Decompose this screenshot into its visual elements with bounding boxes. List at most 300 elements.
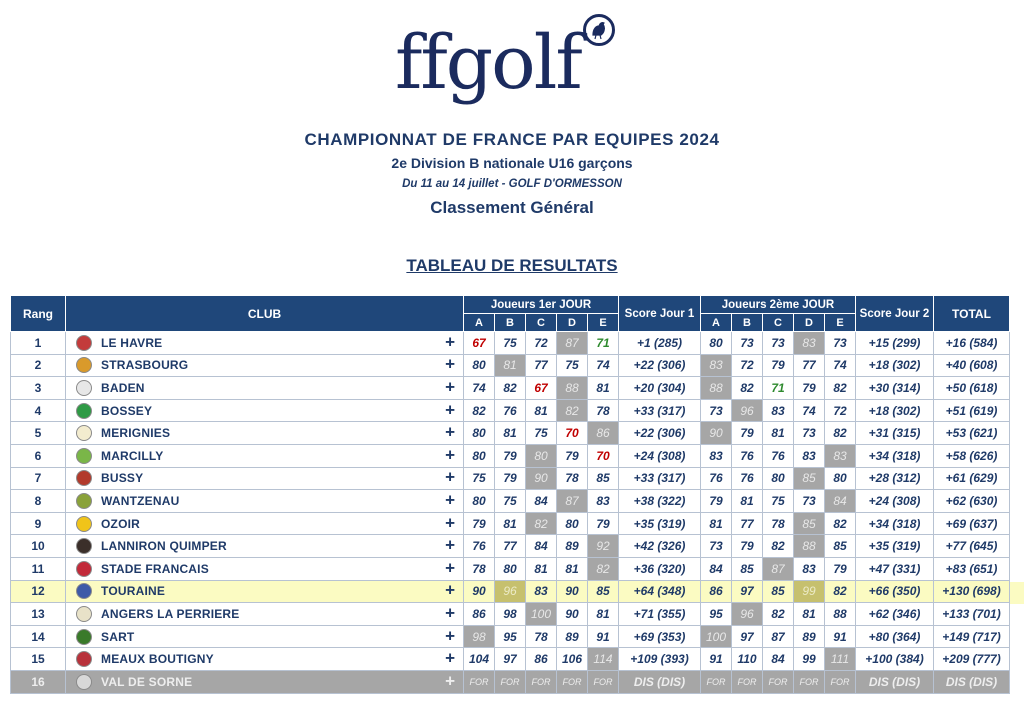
club-cell [66,444,464,467]
club-name: BUSSY [101,471,144,486]
day1-player-a-score: FOR [464,670,495,693]
day1-player-c-score: 81 [526,557,557,580]
day1-score-cell [619,422,701,445]
day1-score-total: (DIS) [657,674,686,689]
total-over-par: +149 [942,629,970,644]
day1-score-cell [619,648,701,671]
day1-player-c-score: 83 [526,580,557,603]
total-score-cell [934,648,1010,671]
day1-player-e-score: 92 [588,535,619,558]
day2-score-total: (302) [892,403,921,418]
results-body [11,332,1010,694]
day1-score-total: (393) [660,652,689,667]
day1-score-cell [619,354,701,377]
day1-player-c-score: 78 [526,625,557,648]
day1-score-over-par: +42 [633,539,654,554]
header-club: CLUB [66,296,464,332]
total-strokes: (698) [972,584,1001,599]
day2-score-cell [856,399,934,422]
expand-row-button[interactable]: + [445,580,455,600]
ranking-title: Classement Général [430,198,594,217]
event-dates: Du 11 au 14 juillet - GOLF D'ORMESSON [402,178,622,190]
total-score-cell [934,332,1010,355]
day1-player-a-score: 98 [464,625,495,648]
day2-score-cell [856,603,934,626]
day2-player-e-score: 79 [825,557,856,580]
day2-player-b-score: 76 [732,467,763,490]
expand-row-button[interactable]: + [445,558,455,578]
club-cell [66,399,464,422]
day2-score-cell [856,444,934,467]
day2-player-c-score: 81 [763,422,794,445]
header-day1-players: Joueurs 1er JOUR [464,296,619,314]
day1-player-d-score: 78 [557,467,588,490]
expand-row-button[interactable]: + [445,332,455,352]
day2-player-a-score: 95 [701,603,732,626]
expand-row-button[interactable]: + [445,377,455,397]
expand-row-button[interactable]: + [445,535,455,555]
day2-player-c-score: 82 [763,603,794,626]
total-strokes: (637) [969,516,998,531]
day1-player-e-score: 85 [588,580,619,603]
total-over-par: +16 [945,335,966,350]
day2-player-a-score: FOR [701,670,732,693]
day1-player-d-score: 82 [557,399,588,422]
day1-score-total: (317) [657,471,686,486]
day1-player-a-score: 90 [464,580,495,603]
day2-player-e-score: 85 [825,535,856,558]
day1-player-e-score: 86 [588,422,619,445]
day2-player-c-score: FOR [763,670,794,693]
day2-score-cell [856,490,934,513]
day2-player-b-score: 77 [732,512,763,535]
day2-player-e-score: 74 [825,354,856,377]
day1-player-c-score: 81 [526,399,557,422]
day2-player-a-score: 100 [701,625,732,648]
day1-score-cell [619,377,701,400]
total-score-cell [934,535,1010,558]
day2-player-a-score: 86 [701,580,732,603]
club-logo-icon [76,335,92,351]
club-cell [66,557,464,580]
day2-player-c-score: 85 [763,580,794,603]
day2-score-over-par: +35 [868,539,889,554]
day1-score-over-par: +69 [633,629,654,644]
day2-player-c-score: 87 [763,625,794,648]
day1-score-total: (319) [657,516,686,531]
ffgolf-logo [395,10,625,110]
day2-player-d-score: 83 [794,557,825,580]
day2-score-over-par: +18 [868,403,889,418]
total-over-par: +53 [945,426,966,441]
day2-player-a-score: 83 [701,444,732,467]
day1-score-over-par: +36 [633,561,654,576]
day1-player-e-score: 85 [588,467,619,490]
day2-score-total: (DIS) [892,674,921,689]
table-row [11,377,1010,400]
day2-score-cell [856,377,934,400]
total-over-par: +133 [942,606,970,621]
day2-player-d-score: 81 [794,603,825,626]
day1-player-e-score: 74 [588,354,619,377]
logo-wordmark: ffgolf [395,20,581,106]
table-row [11,580,1010,603]
table-row [11,670,1010,693]
day1-player-b-score: 97 [495,648,526,671]
day2-score-cell [856,625,934,648]
day2-player-c-score: 87 [763,557,794,580]
day2-score-over-par: +66 [868,584,889,599]
expand-row-button[interactable]: + [445,400,455,420]
day1-player-b-score: 75 [495,490,526,513]
day1-score-total: (353) [657,629,686,644]
day1-player-b-score: 96 [495,580,526,603]
total-strokes: (608) [969,358,998,373]
day2-player-a-score: 90 [701,422,732,445]
total-strokes: (584) [969,335,998,350]
header-day1-score: Score Jour 1 [619,296,701,332]
total-score-cell [934,512,1010,535]
day2-player-c-score: 79 [763,354,794,377]
expand-row-button[interactable]: + [445,422,455,442]
day1-player-c-score: 82 [526,512,557,535]
total-score-cell [934,467,1010,490]
day2-score-total: (384) [895,652,924,667]
day2-player-e-score: 83 [825,444,856,467]
rank-cell: 8 [11,490,66,513]
day1-player-e-score: 83 [588,490,619,513]
day1-score-over-par: +64 [633,584,654,599]
expand-row-button[interactable]: + [445,626,455,646]
total-score-cell [934,625,1010,648]
expand-row-button[interactable]: + [445,490,455,510]
day2-score-over-par: +18 [868,358,889,373]
club-cell [66,512,464,535]
day1-player-b-score: 81 [495,354,526,377]
club-logo-icon [76,606,92,622]
total-over-par: +77 [945,539,966,554]
day1-score-total: (320) [657,561,686,576]
total-over-par: +50 [945,380,966,395]
day2-score-over-par: +34 [868,516,889,531]
day2-player-c-score: 75 [763,490,794,513]
day2-score-total: (318) [892,448,921,463]
total-score-cell [934,354,1010,377]
day1-score-over-par: +20 [633,380,654,395]
day1-player-c-score: 77 [526,354,557,377]
day1-score-cell [619,332,701,355]
day1-player-d-score: 106 [557,648,588,671]
day2-score-over-par: +30 [868,380,889,395]
day2-player-c-score: 71 [763,377,794,400]
day2-player-a-score: 80 [701,332,732,355]
day2-score-over-par: +100 [865,652,893,667]
day1-player-a-score: 76 [464,535,495,558]
rank-cell: 9 [11,512,66,535]
total-strokes: (626) [969,448,998,463]
day1-player-d-score: 79 [557,444,588,467]
club-name: MEAUX BOUTIGNY [101,652,214,667]
day1-score-cell [619,557,701,580]
table-row [11,535,1010,558]
total-over-par: DIS [945,674,966,689]
club-logo-icon [76,629,92,645]
header-player-a: A [701,314,732,332]
table-row [11,603,1010,626]
day2-player-d-score: 99 [794,648,825,671]
total-over-par: +83 [945,561,966,576]
header-day2-players: Joueurs 2ème JOUR [701,296,856,314]
total-over-par: +130 [942,584,970,599]
day1-score-total: (306) [657,426,686,441]
total-strokes: (621) [969,426,998,441]
day2-player-e-score: 82 [825,422,856,445]
rank-cell: 4 [11,399,66,422]
expand-row-button[interactable]: + [445,513,455,533]
day2-score-over-par: DIS [868,674,889,689]
header-player-d: D [557,314,588,332]
day1-score-over-par: +22 [633,358,654,373]
club-cell [66,603,464,626]
day1-player-d-score: FOR [557,670,588,693]
day1-player-b-score: 95 [495,625,526,648]
day1-score-over-par: +24 [633,448,654,463]
club-logo-icon [76,651,92,667]
day2-player-e-score: 80 [825,467,856,490]
total-strokes: (651) [969,561,998,576]
day1-score-cell [619,399,701,422]
day1-player-a-score: 86 [464,603,495,626]
day2-score-total: (299) [892,335,921,350]
day1-player-a-score: 74 [464,377,495,400]
total-strokes: (701) [972,606,1001,621]
table-row [11,467,1010,490]
day1-player-a-score: 79 [464,512,495,535]
header-player-c: C [763,314,794,332]
day2-player-a-score: 79 [701,490,732,513]
rank-cell: 13 [11,603,66,626]
club-logo-icon [76,516,92,532]
day2-score-cell [856,580,934,603]
day1-player-d-score: 80 [557,512,588,535]
day2-score-over-par: +34 [868,448,889,463]
total-score-cell [934,670,1010,693]
table-row [11,422,1010,445]
day1-player-c-score: FOR [526,670,557,693]
total-score-cell [934,580,1010,603]
day2-player-a-score: 73 [701,535,732,558]
day2-player-e-score: 88 [825,603,856,626]
day1-score-over-par: +35 [633,516,654,531]
header-total: TOTAL [934,296,1010,332]
rank-cell: 15 [11,648,66,671]
header-player-e: E [825,314,856,332]
day1-player-b-score: 80 [495,557,526,580]
expand-row-button[interactable]: + [445,648,455,668]
expand-row-button[interactable]: + [445,354,455,374]
day1-player-d-score: 87 [557,332,588,355]
club-cell [66,422,464,445]
day1-player-b-score: 81 [495,512,526,535]
day2-player-d-score: 79 [794,377,825,400]
total-score-cell [934,377,1010,400]
table-row [11,512,1010,535]
day1-score-over-par: +71 [633,606,654,621]
header-player-a: A [464,314,495,332]
day2-player-c-score: 83 [763,399,794,422]
day2-player-a-score: 81 [701,512,732,535]
header-day2-score: Score Jour 2 [856,296,934,332]
day1-score-over-par: +109 [630,652,658,667]
day2-player-d-score: 83 [794,332,825,355]
day1-player-a-score: 104 [464,648,495,671]
total-over-par: +51 [945,403,966,418]
day1-score-cell [619,512,701,535]
day1-player-c-score: 90 [526,467,557,490]
club-cell [66,535,464,558]
expand-row-button[interactable]: + [445,671,455,691]
day2-player-b-score: 79 [732,535,763,558]
club-name: ANGERS LA PERRIERE [101,606,240,621]
rank-cell: 12 [11,580,66,603]
day2-score-over-par: +31 [868,426,889,441]
club-logo-icon [76,674,92,690]
day2-score-cell [856,535,934,558]
day1-player-c-score: 67 [526,377,557,400]
table-row [11,399,1010,422]
expand-row-button[interactable]: + [445,445,455,465]
day2-score-cell [856,332,934,355]
club-name: STRASBOURG [101,358,189,373]
row-highlight-band [1008,582,1024,604]
day1-score-cell [619,467,701,490]
day2-player-d-score: 73 [794,422,825,445]
day1-player-a-score: 80 [464,422,495,445]
club-name: VAL DE SORNE [101,674,193,689]
day2-score-total: (314) [892,380,921,395]
total-strokes: (630) [969,493,998,508]
day1-player-b-score: 76 [495,399,526,422]
day2-player-e-score: 72 [825,399,856,422]
club-cell [66,580,464,603]
club-logo-icon [76,493,92,509]
day1-player-a-score: 78 [464,557,495,580]
club-name: TOURAINE [101,584,166,599]
day2-player-c-score: 78 [763,512,794,535]
day2-player-d-score: 77 [794,354,825,377]
day1-score-cell [619,625,701,648]
day1-player-c-score: 84 [526,535,557,558]
day2-score-cell [856,670,934,693]
table-row [11,557,1010,580]
day1-player-a-score: 67 [464,332,495,355]
total-over-par: +62 [945,493,966,508]
header-player-e: E [588,314,619,332]
total-over-par: +61 [945,471,966,486]
club-name: WANTZENAU [101,493,180,508]
club-logo-icon [76,538,92,554]
day2-player-a-score: 73 [701,399,732,422]
day2-score-cell [856,512,934,535]
day1-score-over-par: DIS [633,674,654,689]
day2-score-total: (350) [892,584,921,599]
day2-score-total: (315) [892,426,921,441]
day2-player-d-score: 73 [794,490,825,513]
club-name: SART [101,629,135,644]
day1-player-e-score: 82 [588,557,619,580]
day1-player-e-score: 71 [588,332,619,355]
club-name: BOSSEY [101,403,153,418]
expand-row-button[interactable]: + [445,603,455,623]
day2-player-e-score: 91 [825,625,856,648]
club-name: LANNIRON QUIMPER [101,539,227,554]
rank-cell: 16 [11,670,66,693]
rank-cell: 7 [11,467,66,490]
day2-player-c-score: 82 [763,535,794,558]
day1-score-total: (304) [657,380,686,395]
rank-cell: 3 [11,377,66,400]
day2-player-d-score: 85 [794,512,825,535]
total-strokes: (629) [969,471,998,486]
total-strokes: (717) [972,629,1001,644]
day1-player-c-score: 100 [526,603,557,626]
day1-player-b-score: 77 [495,535,526,558]
day2-player-d-score: 89 [794,625,825,648]
day2-player-a-score: 91 [701,648,732,671]
table-row [11,354,1010,377]
day1-player-a-score: 80 [464,490,495,513]
day2-player-d-score: 99 [794,580,825,603]
day1-score-total: (355) [657,606,686,621]
day1-score-total: (317) [657,403,686,418]
day2-player-e-score: 73 [825,332,856,355]
club-logo-icon [76,403,92,419]
total-strokes: (618) [969,380,998,395]
day2-player-b-score: 110 [732,648,763,671]
day1-player-d-score: 81 [557,557,588,580]
day1-player-e-score: 91 [588,625,619,648]
day2-score-over-par: +62 [868,606,889,621]
table-row [11,332,1010,355]
day1-player-c-score: 86 [526,648,557,671]
header-rang: Rang [11,296,66,332]
day1-score-cell [619,444,701,467]
day2-score-total: (364) [892,629,921,644]
club-logo-icon [76,357,92,373]
total-score-cell [934,603,1010,626]
total-strokes: (619) [969,403,998,418]
day1-score-total: (322) [657,493,686,508]
total-score-cell [934,557,1010,580]
day1-score-over-par: +22 [633,426,654,441]
day1-player-b-score: 82 [495,377,526,400]
results-table [10,295,1010,694]
total-score-cell [934,422,1010,445]
day2-player-c-score: 76 [763,444,794,467]
day1-score-over-par: +38 [633,493,654,508]
expand-row-button[interactable]: + [445,467,455,487]
club-cell [66,625,464,648]
day1-player-d-score: 90 [557,580,588,603]
day1-score-total: (306) [657,358,686,373]
day1-score-cell [619,580,701,603]
championship-title: CHAMPIONNAT DE FRANCE PAR EQUIPES 2024 [304,130,720,149]
total-strokes: (777) [972,652,1001,667]
header-player-b: B [495,314,526,332]
day1-player-e-score: 79 [588,512,619,535]
day2-player-b-score: 82 [732,377,763,400]
day1-player-e-score: 114 [588,648,619,671]
